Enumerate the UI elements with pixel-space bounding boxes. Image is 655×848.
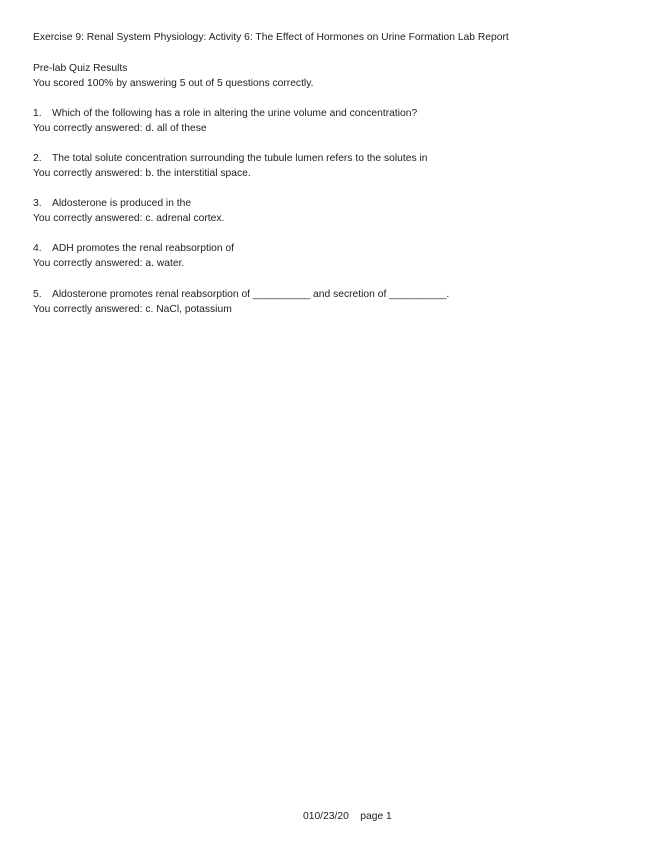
footer-date: 010/23/20 — [303, 811, 349, 822]
answer-2: You correctly answered: b. the interstitial space. — [33, 168, 251, 179]
question-number: 2. — [33, 153, 42, 164]
question-4 — [33, 242, 234, 256]
score-text: You scored 100% by answering 5 out of 5 questions correctly. — [33, 78, 314, 89]
question-number: 1. — [33, 108, 42, 119]
question-text: Aldosterone is produced in the — [52, 198, 192, 209]
question-text: Which of the following has a role in altering the urine volume and concentration? — [52, 108, 418, 119]
question-text: The total solute concentration surrounding the tubule lumen refers to the solutes in — [52, 153, 428, 164]
answer-1: You correctly answered: d. all of these — [33, 123, 207, 134]
question-text: ADH promotes the renal reabsorption of — [52, 243, 235, 254]
question-number: 5. — [33, 289, 42, 300]
answer-3: You correctly answered: c. adrenal cortex. — [33, 213, 225, 224]
answer-4: You correctly answered: a. water. — [33, 258, 185, 269]
question-number: 3. — [33, 198, 42, 209]
footer-page-number: page 1 — [360, 811, 392, 822]
question-3 — [33, 197, 191, 211]
question-text: Aldosterone promotes renal reabsorption of __________ and secretion of __________. — [52, 289, 450, 300]
results-heading: Pre-lab Quiz Results — [33, 63, 128, 74]
question-2 — [33, 152, 428, 166]
page-title: Exercise 9: Renal System Physiology: Activity 6: The Effect of Hormones on Urine Formation Lab Report — [33, 32, 509, 43]
answer-5: You correctly answered: c. NaCl, potassium — [33, 304, 232, 315]
question-1 — [33, 107, 417, 121]
question-number: 4. — [33, 243, 42, 254]
question-5 — [33, 288, 449, 302]
page-footer — [303, 810, 392, 824]
